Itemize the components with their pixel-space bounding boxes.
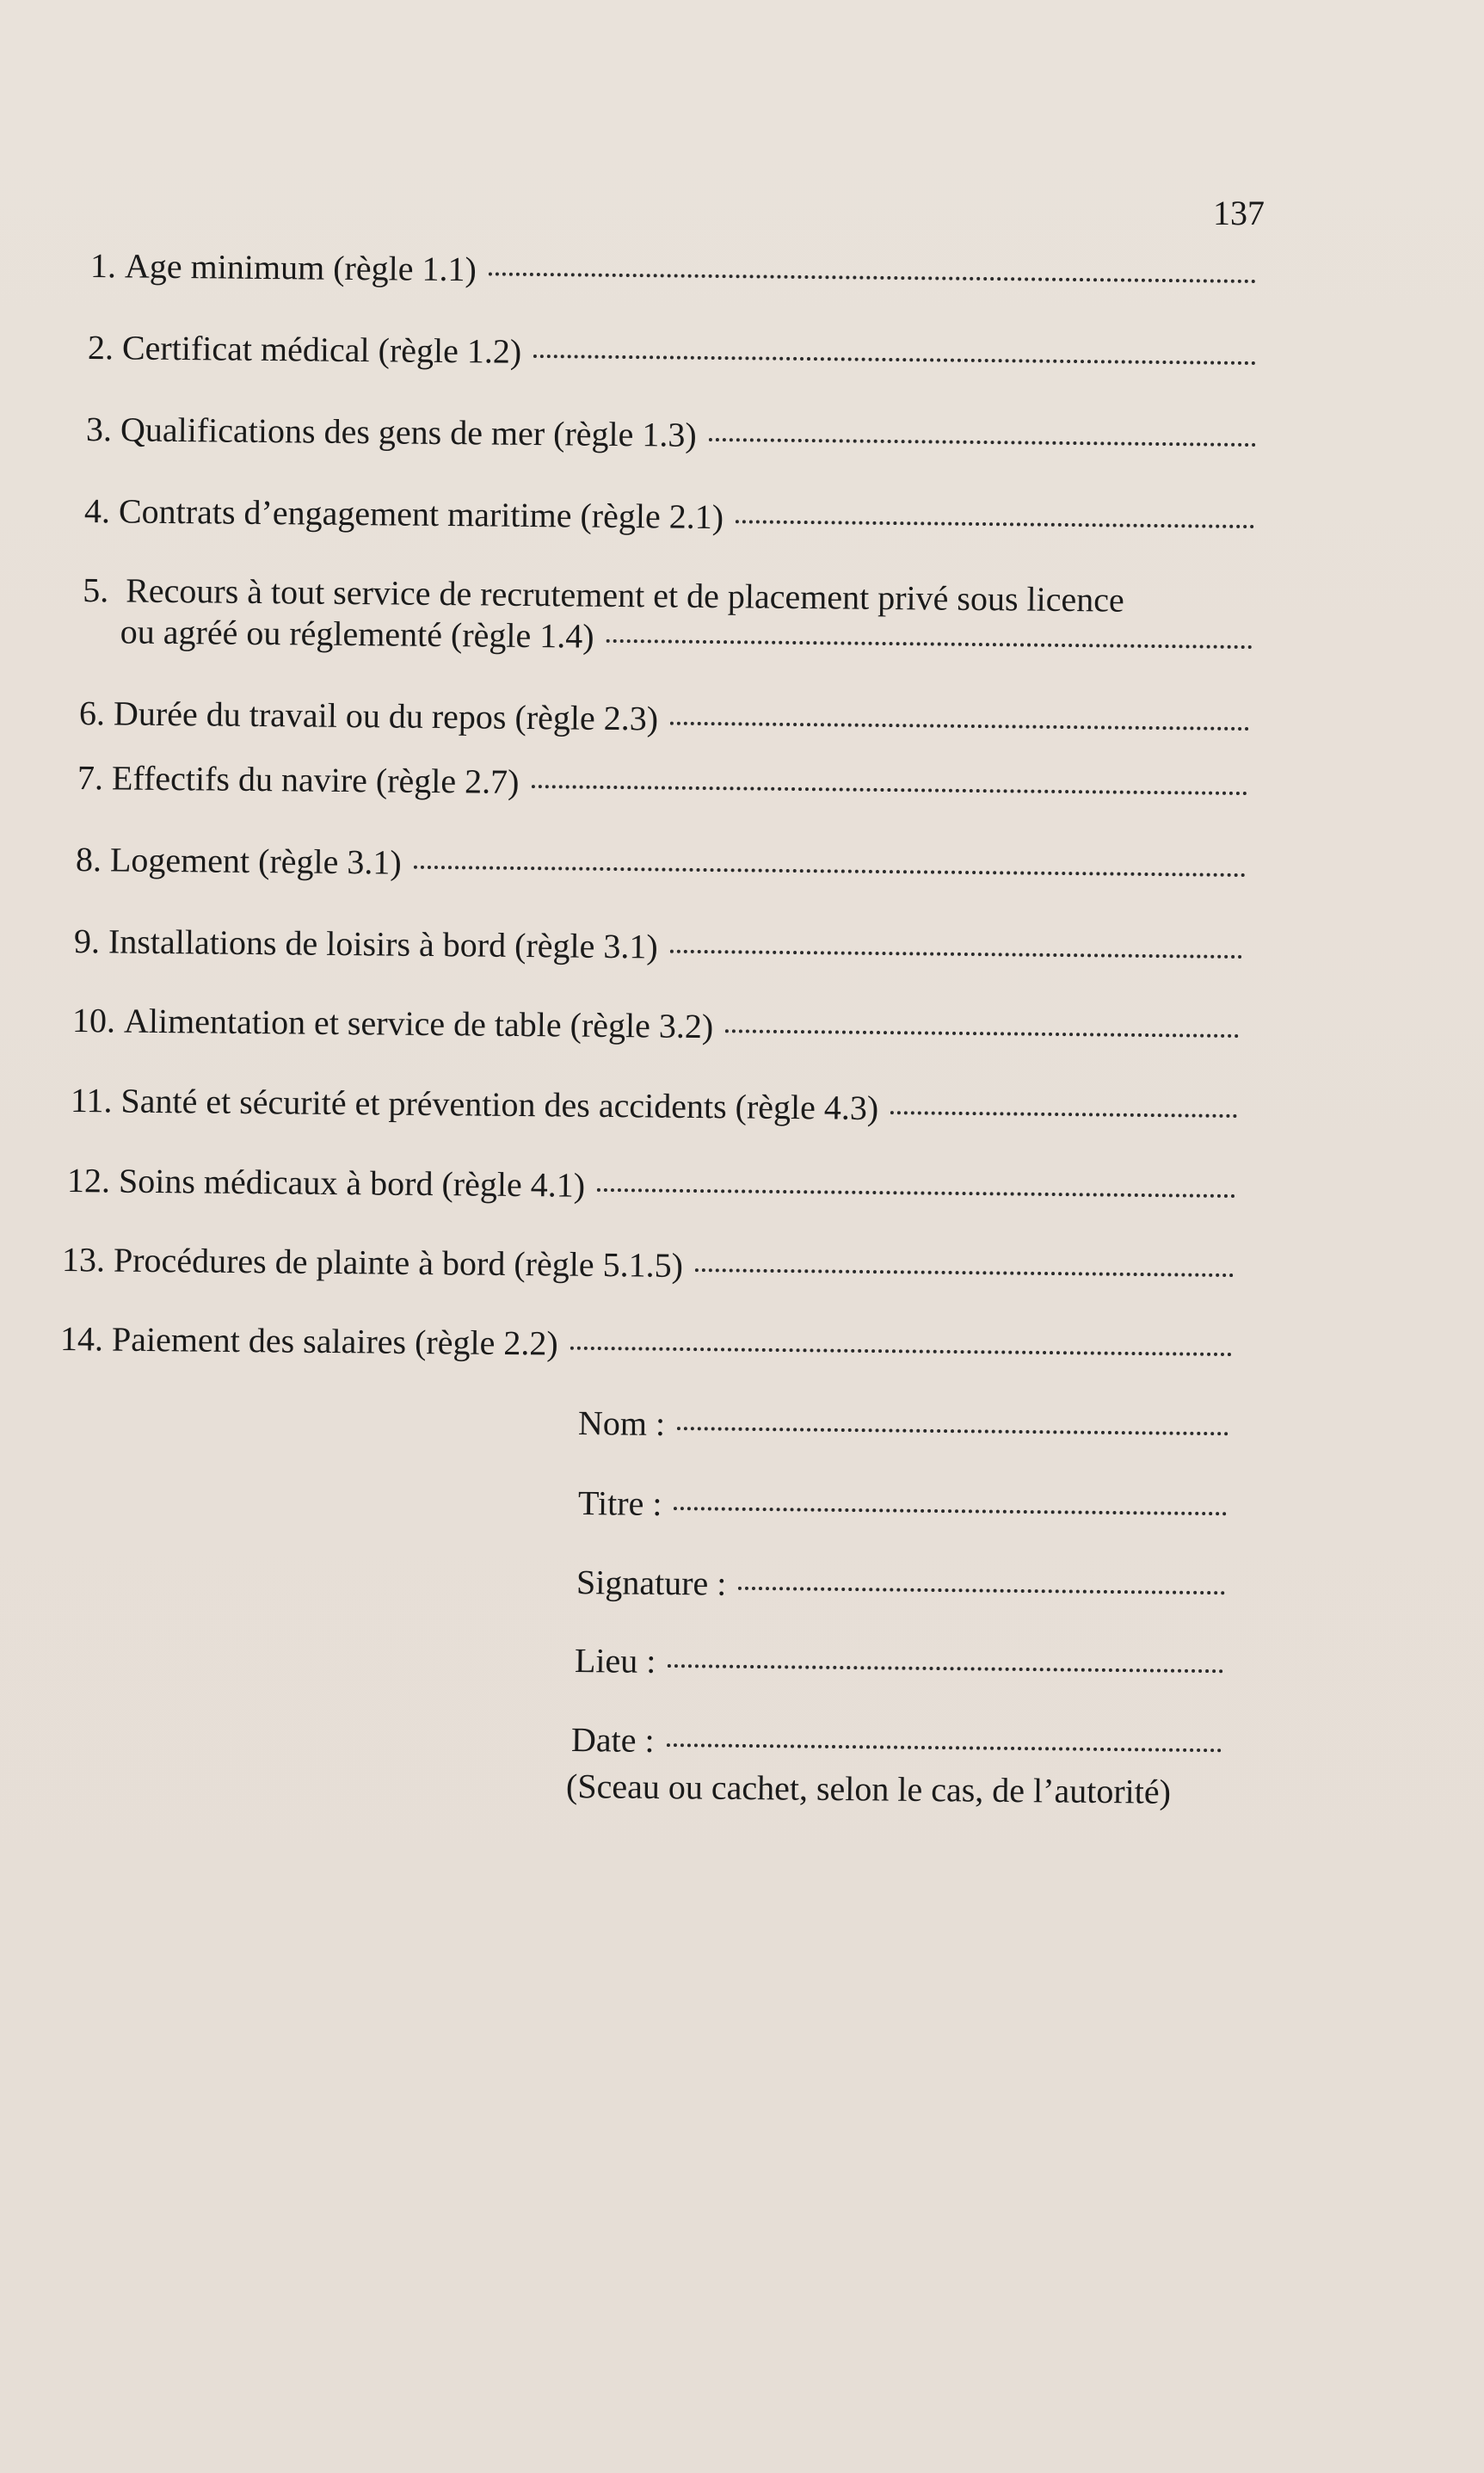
- place-label: Lieu :: [574, 1641, 656, 1681]
- item-label: Qualifications des gens de mer (règle 1.3): [120, 410, 697, 454]
- fill-in-line: [738, 1587, 1225, 1594]
- item-label: Certificat médical (règle 1.2): [121, 328, 522, 371]
- fill-in-line: [597, 1188, 1235, 1198]
- list-item-7: [77, 757, 1247, 810]
- item-label: Durée du travail ou du repos (règle 2.3): [113, 694, 659, 738]
- fill-in-line: [607, 639, 1253, 649]
- list-item-14: [60, 1318, 1232, 1371]
- fill-in-line: [725, 1029, 1239, 1038]
- item-label: Effectifs du navire (règle 2.7): [111, 758, 520, 801]
- item-label: Logement (règle 3.1): [109, 840, 402, 882]
- item-number: 13.: [61, 1240, 106, 1280]
- item-label-continued: ou agréé ou réglementé (règle 1.4): [120, 612, 594, 656]
- name-label: Nom :: [577, 1403, 666, 1443]
- fill-in-line: [670, 722, 1249, 731]
- page-number: 137: [1213, 194, 1265, 232]
- fill-in-line: [570, 1347, 1232, 1356]
- list-item-13: [62, 1239, 1234, 1292]
- item-label: Age minimum (règle 1.1): [124, 246, 477, 289]
- name-field: [578, 1403, 1228, 1450]
- list-item-5: [83, 570, 1253, 663]
- fill-in-line: [890, 1111, 1237, 1118]
- item-number: 7.: [77, 758, 104, 798]
- list-item-8: [76, 839, 1246, 891]
- list-item-3: [86, 409, 1256, 461]
- item-label: Procédures de plainte à bord (règle 5.1.5): [113, 1240, 684, 1285]
- item-number: 1.: [89, 246, 117, 286]
- list-item-10: [72, 1000, 1239, 1052]
- place-field: [575, 1640, 1223, 1687]
- title-field: [578, 1483, 1227, 1530]
- fill-in-line: [531, 785, 1247, 795]
- fill-in-line: [668, 1664, 1223, 1673]
- item-number: 2.: [87, 328, 114, 367]
- item-label: Contrats d’engagement maritime (règle 2.1): [118, 491, 724, 537]
- fill-in-line: [667, 1743, 1222, 1752]
- list-item-11: [71, 1080, 1237, 1132]
- item-number: 11.: [70, 1081, 113, 1120]
- fill-in-line: [489, 272, 1256, 283]
- fill-in-line: [709, 438, 1256, 447]
- fill-in-line: [695, 1268, 1234, 1277]
- date-field: [571, 1719, 1222, 1767]
- list-item-1: [90, 245, 1256, 298]
- fill-in-line: [670, 950, 1242, 959]
- list-item-6: [79, 693, 1249, 745]
- fill-in-line: [736, 520, 1254, 528]
- item-number: 14.: [59, 1319, 104, 1359]
- list-item-4: [84, 490, 1254, 543]
- item-number: 3.: [85, 410, 113, 449]
- signature-field: [576, 1562, 1225, 1609]
- item-number: 10.: [71, 1001, 116, 1040]
- seal-note: (Sceau ou cachet, selon le cas, de l’autorité): [565, 1767, 1172, 1811]
- item-number: 9.: [73, 922, 101, 961]
- list-item-2: [88, 327, 1256, 379]
- item-number: 4.: [83, 491, 111, 531]
- item-number: 6.: [78, 694, 106, 733]
- fill-in-line: [414, 866, 1246, 877]
- date-label: Date :: [570, 1720, 655, 1760]
- item-label: Soins médicaux à bord (règle 4.1): [118, 1161, 586, 1205]
- item-label: Paiement des salaires (règle 2.2): [111, 1319, 558, 1363]
- item-number: 8.: [75, 840, 102, 879]
- list-item-9: [74, 921, 1242, 973]
- item-label: Santé et sécurité et prévention des accidents (règle 4.3): [120, 1081, 879, 1128]
- signature-label: Signature :: [576, 1563, 727, 1603]
- title-label: Titre :: [577, 1483, 662, 1523]
- fill-in-line: [533, 355, 1256, 365]
- item-label: Recours à tout service de recrutement et de placement privé sous licence: [126, 570, 1125, 620]
- list-item-12: [67, 1160, 1235, 1212]
- fill-in-line: [677, 1427, 1228, 1435]
- fill-in-line: [674, 1507, 1227, 1515]
- item-label: Installations de loisirs à bord (règle 3.1): [108, 922, 658, 966]
- item-number: 12.: [66, 1161, 111, 1200]
- item-number: 5.: [83, 570, 109, 610]
- item-label: Alimentation et service de table (règle 3.2): [123, 1001, 714, 1046]
